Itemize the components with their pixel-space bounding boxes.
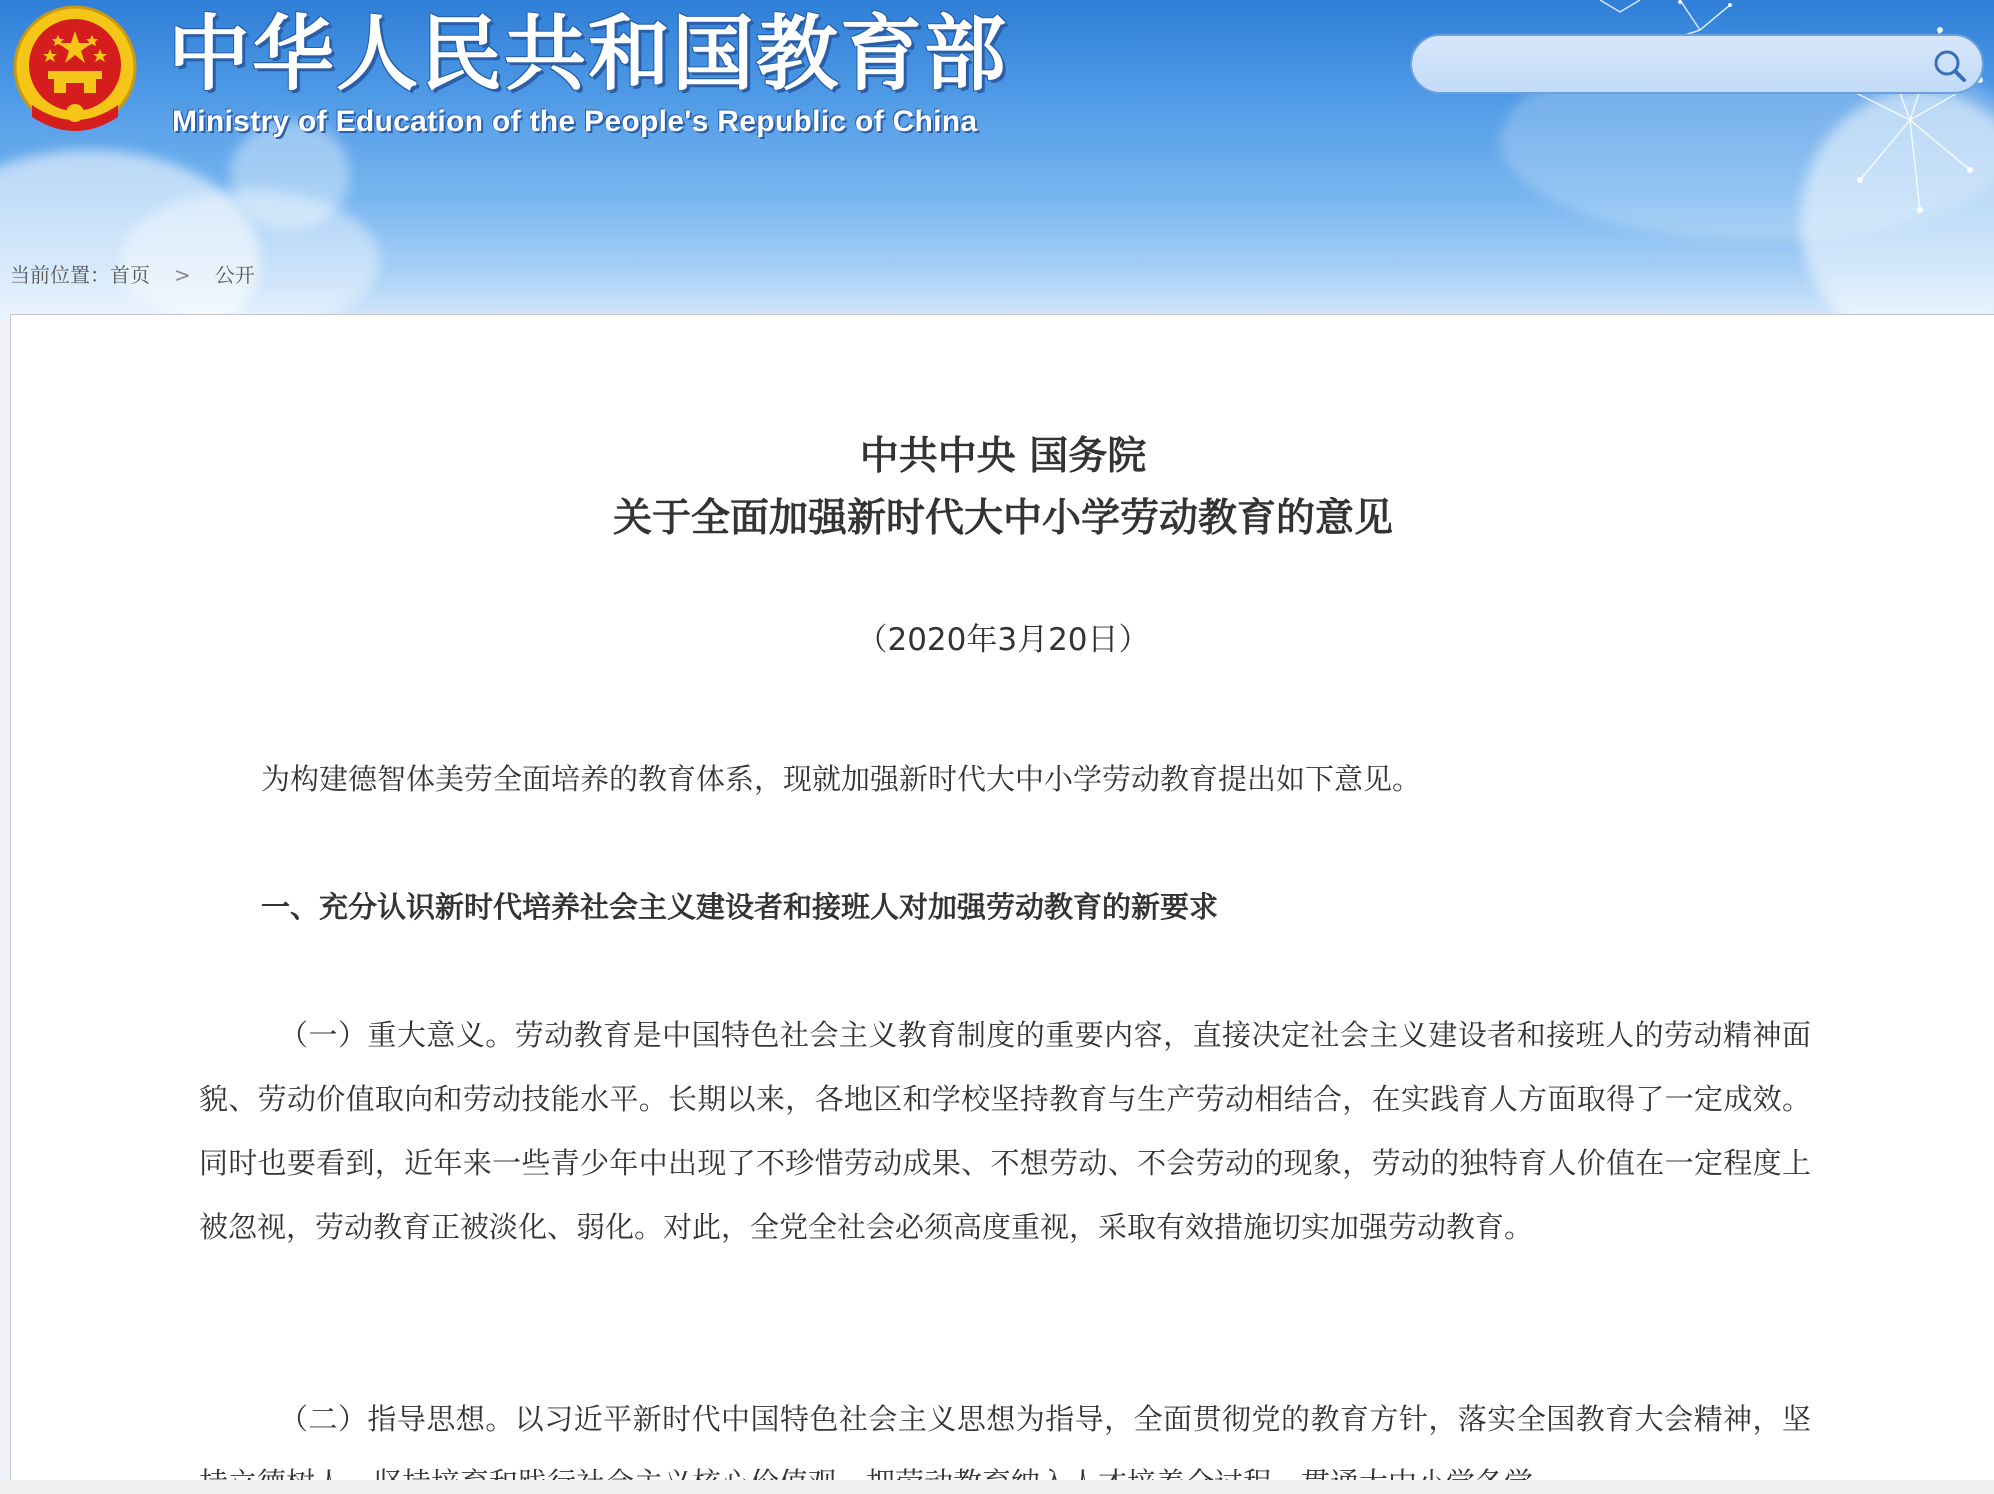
intro-paragraph: 为构建德智体美劳全面培养的教育体系，现就加强新时代大中小学劳动教育提出如下意见。 bbox=[261, 762, 1422, 796]
section-heading: 一、充分认识新时代培养社会主义建设者和接班人对加强劳动教育的新要求 bbox=[261, 890, 1219, 924]
body-paragraph: （一）重大意义。劳动教育是中国特色社会主义教育制度的重要内容，直接决定社会主义建设者和接班人的劳动精神面貌、劳动价值取向和劳动技能水平。长期以来，各地区和学校坚持教育与生产劳动相结合，在实践育人方面取得了一定成效。同时也要看到，近年来一些青少年中出现了不珍惜劳动成果、不想劳动、不会劳动的现象，劳动的独特育人价值在一定程度上被忽视，劳动教育正被淡化、弱化。对此，全党全社会必须高度重视，采取有效措施切实加强劳动教育。 bbox=[199, 1018, 1811, 1244]
document-title: 关于全面加强新时代大中小学劳动教育的意见 bbox=[612, 496, 1393, 541]
breadcrumb-home-link[interactable]: 首页 bbox=[110, 263, 150, 287]
body-paragraph: （二）指导思想。以习近平新时代中国特色社会主义思想为指导，全面贯彻党的教育方针，落实全国教育大会精神，坚 bbox=[279, 1402, 1811, 1436]
document-issuer: 中共中央 国务院 bbox=[859, 434, 1147, 479]
breadcrumb-prefix: 当前位置： bbox=[10, 263, 110, 287]
horizontal-scrollbar[interactable] bbox=[0, 1480, 1994, 1494]
search-input[interactable] bbox=[1434, 44, 1908, 86]
national-emblem-icon bbox=[10, 5, 140, 135]
search-icon[interactable] bbox=[1928, 44, 1972, 88]
breadcrumb bbox=[10, 258, 255, 292]
breadcrumb-public-link[interactable]: 公开 bbox=[214, 263, 255, 287]
article-content bbox=[10, 314, 1994, 1494]
chevron-right-icon: > bbox=[174, 263, 191, 287]
site-header bbox=[0, 0, 1994, 320]
site-subtitle: Ministry of Education of the People's Republic of China bbox=[172, 105, 978, 138]
site-title: 中华人民共和国教育部 bbox=[168, 7, 1009, 102]
search-box bbox=[1410, 34, 1984, 94]
document-date: （2020年3月20日） bbox=[856, 622, 1150, 658]
